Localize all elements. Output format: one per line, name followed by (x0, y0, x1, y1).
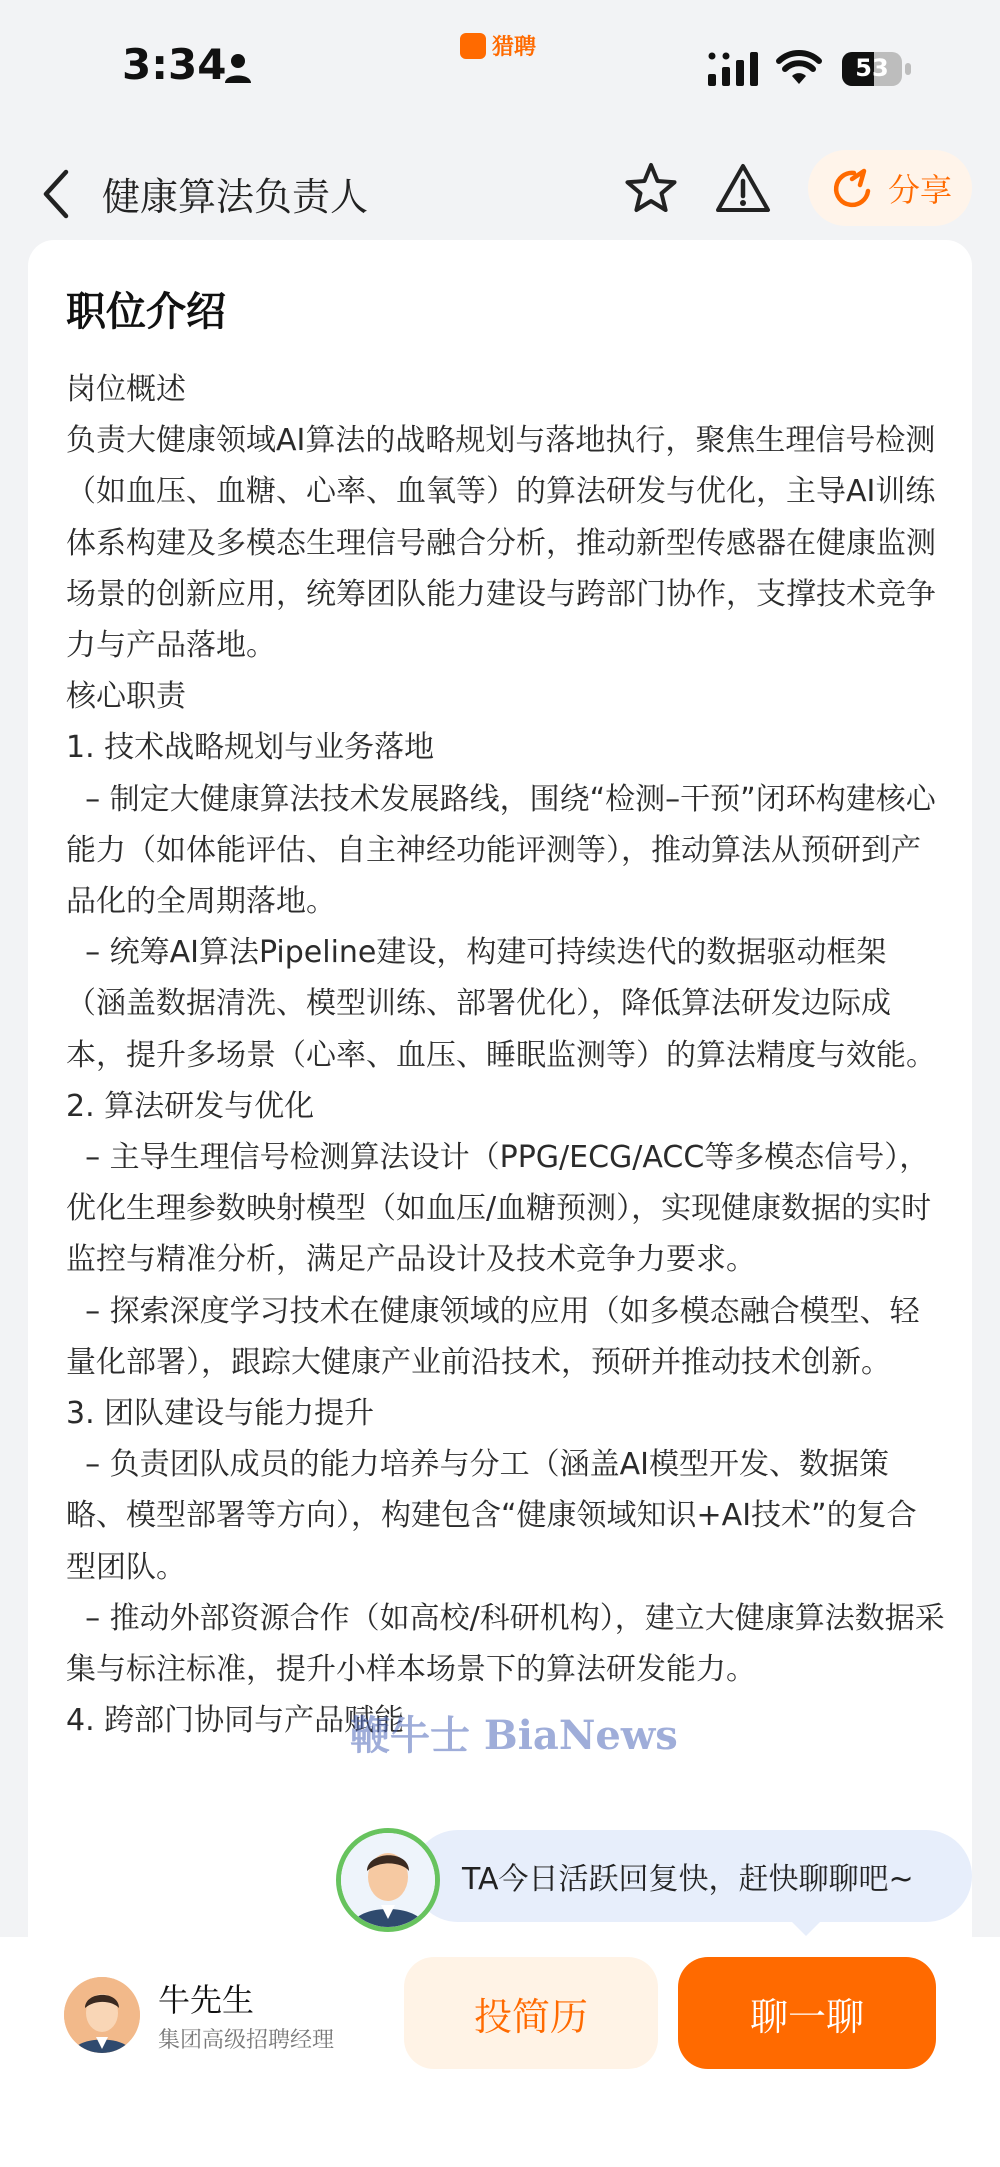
battery-body (842, 52, 902, 86)
report-warning-icon[interactable] (714, 160, 772, 218)
chat-bubble-tail (788, 1918, 824, 1936)
description-line: 2. 算法研发与优化 (66, 1088, 315, 1124)
recruiter-title: 集团高级招聘经理 (158, 2028, 335, 2053)
share-icon (828, 163, 878, 213)
recruiter-avatar[interactable] (64, 1977, 140, 2053)
app-badge (460, 30, 536, 61)
recruiter-avatar-icon (64, 1977, 140, 2053)
bottom-action-bar (0, 1937, 1000, 2167)
share-label: 分享 (887, 171, 952, 209)
back-arrow-icon[interactable] (38, 168, 74, 220)
wifi-icon (776, 50, 822, 86)
nav-bar (0, 140, 1000, 240)
star-icon[interactable] (622, 160, 680, 218)
description-line: 4. 跨部门协同与产品赋能 (66, 1703, 405, 1739)
description-line: – 探索深度学习技术在健康领域的应用（如多模态融合模型、轻量化部署），跟踪大健康产业前沿技术，预研并推动技术创新。 (66, 1293, 920, 1380)
description-line: 负责大健康领域AI算法的战略规划与落地执行，聚焦生理信号检测（如血压、血糖、心率、血氧等）的算法研发与优化，主导AI训练体系构建及多模态生理信号融合分析，推动新型传感器在健康监测场景的创新应用，统筹团队能力建设与跨部门协作，支撑技术竞争力与产品落地。 (66, 423, 936, 664)
description-line: – 负责团队成员的能力培养与分工（涵盖AI模型开发、数据策略、模型部署等方向），构建包含“健康领域知识+AI技术”的复合型团队。 (66, 1447, 917, 1585)
description-line: 岗位概述 (66, 372, 186, 407)
signal-icon (708, 52, 760, 86)
job-description-text (66, 364, 946, 1746)
battery-level: 53 (855, 54, 889, 82)
chat-bubble-avatar[interactable] (336, 1828, 440, 1932)
watermark: 鞭牛士 BiaNews (350, 1712, 678, 1759)
section-title: 职位介绍 (66, 289, 226, 335)
submit-resume-button[interactable]: 投简历 (404, 1957, 658, 2069)
description-line: 3. 团队建设与能力提升 (66, 1396, 375, 1432)
description-line: – 推动外部资源合作（如高校/科研机构），建立大健康算法数据采集与标注标准，提升小样本场景下的算法研发能力。 (66, 1600, 945, 1688)
battery-tip (905, 63, 911, 75)
recruiter-name: 牛先生 (158, 1981, 255, 2019)
app-logo-icon (460, 33, 486, 59)
share-button[interactable] (808, 150, 972, 226)
description-line: 1. 技术战略规划与业务落地 (66, 730, 435, 766)
battery-indicator (842, 52, 912, 88)
status-bar (0, 0, 1000, 130)
person-icon (224, 52, 252, 84)
description-line: – 统筹AI算法Pipeline建设，构建可持续迭代的数据驱动框架（涵盖数据清洗、模型训练、部署优化），降低算法研发边际成本，提升多场景（心率、血压、睡眠监测等）的算法精度与效能。 (66, 935, 936, 1073)
description-line: 核心职责 (66, 679, 186, 715)
description-line: – 主导生理信号检测算法设计（PPG/ECG/ACC等多模态信号），优化生理参数映射模型（如血压/血糖预测），实现健康数据的实时监控与精准分析，满足产品设计及技术竞争力要求。 (66, 1140, 932, 1278)
app-name: 猎聘 (492, 35, 537, 60)
chat-prompt-bubble[interactable]: TA今日活跃回复快，赶快聊聊吧~ (412, 1830, 972, 1922)
description-line: – 制定大健康算法技术发展路线，围绕“检测–干预”闭环构建核心能力（如体能评估、自主神经功能评测等），推动算法从预研到产品化的全周期落地。 (66, 781, 936, 920)
chat-button[interactable]: 聊一聊 (678, 1957, 936, 2069)
page-title: 健康算法负责人 (102, 175, 369, 219)
status-time: 3:34 (122, 40, 227, 89)
recruiter-avatar-icon (341, 1833, 435, 1927)
